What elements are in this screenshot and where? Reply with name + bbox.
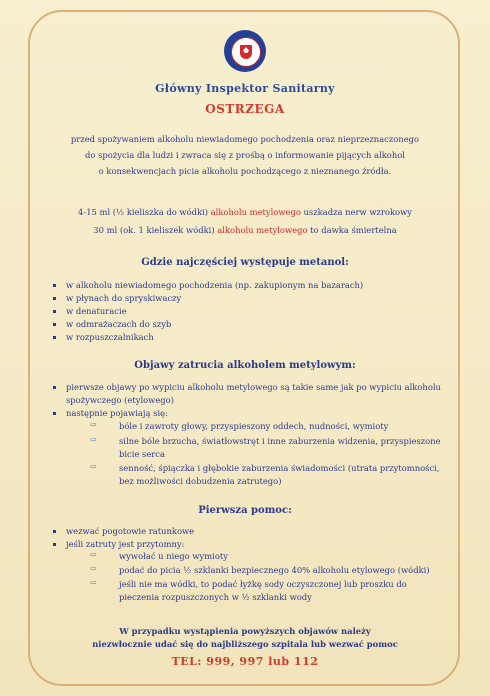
dose-line-1: 4-15 ml (½ kieliszka do wódki) alkoholu metylowego uszkadza nerw wzrokowy — [78, 207, 412, 217]
square-bullet-icon — [53, 336, 56, 339]
dose-highlight: alkoholu metylowego — [217, 225, 308, 235]
intro-line-2: do spożycia dla ludzi i zwraca się z prośbą o informowanie pijących alkohol — [85, 150, 405, 160]
objawy-heading: Objawy zatrucia alkoholem metylowym: — [134, 360, 356, 371]
warning-heading: OSTRZEGA — [205, 102, 285, 116]
arrow-right-icon: ⇨ — [90, 578, 97, 587]
sub-item: podać do picia ½ szklanki bezpiecznego 40% alkoholu etylowego (wódki) — [119, 565, 430, 575]
list-item-continued: spożywczego (etylowego) — [66, 395, 174, 405]
list-item: w płynach do spryskiwaczy — [66, 293, 182, 303]
list-item: w denaturacie — [66, 306, 127, 316]
emergency-phone-numbers: TEL: 999, 997 lub 112 — [171, 655, 319, 668]
square-bullet-icon — [53, 386, 56, 389]
list-item: wezwać pogotowie ratunkowe — [66, 526, 195, 536]
list-item: w rozpuszczalnikach — [66, 332, 154, 342]
sub-item: silne bóle brzucha, światłowstręt i inne zaburzenia widzenia, przyspieszone — [119, 436, 441, 446]
square-bullet-icon — [53, 310, 56, 313]
arrow-right-icon: ⇨ — [90, 420, 97, 429]
list-item: w alkoholu niewiadomego pochodzenia (np. zakupionym na bazarach) — [66, 280, 364, 290]
list-item: następnie pojawiają się: — [66, 408, 168, 418]
sub-item-continued: bez możliwości dobudzenia zatrutego) — [119, 476, 282, 486]
sub-item: jeśli nie ma wódki, to podać łyżkę sody oczyszczonej lub proszku do — [119, 579, 407, 589]
arrow-right-icon: ⇨ — [90, 550, 97, 559]
intro-line-1: przed spożywaniem alkoholu niewiadomego pochodzenia oraz nieprzeznaczonego — [70, 134, 420, 144]
sub-item-continued: bicie serca — [119, 449, 165, 459]
arrow-right-icon: ⇨ — [90, 564, 97, 573]
sub-item: bóle i zawroty głowy, przyspieszony oddech, nudności, wymioty — [119, 421, 389, 431]
list-item: w odmrażaczach do szyb — [66, 319, 172, 329]
pomoc-heading: Pierwsza pomoc: — [198, 505, 292, 516]
square-bullet-icon — [53, 297, 56, 300]
arrow-right-icon: ⇨ — [90, 435, 97, 444]
dose-highlight: alkoholu metylowego — [210, 207, 301, 217]
square-bullet-icon — [53, 543, 56, 546]
authority-title: Główny Inspektor Sanitarny — [155, 82, 335, 95]
dose-line-2: 30 ml (ok. 1 kieliszek wódki) alkoholu metylowego to dawka śmiertelna — [93, 225, 397, 235]
sub-item: senność, śpiączka i głębokie zaburzenia świadomości (utrata przytomności, — [119, 463, 440, 473]
sub-item: wywołać u niego wymioty — [119, 551, 228, 561]
sub-item-continued: pieczenia rozpuszczonych w ½ szklanki wody — [119, 592, 312, 602]
list-item: pierwsze objawy po wypiciu alkoholu metylowego są takie same jak po wypiciu alkoholu — [66, 382, 441, 392]
square-bullet-icon — [53, 323, 56, 326]
footer-line-1: W przypadku wystąpienia powyższych objawów należy — [119, 626, 371, 636]
square-bullet-icon — [53, 412, 56, 415]
sanitary-emblem-icon — [224, 30, 266, 72]
square-bullet-icon — [53, 284, 56, 287]
footer-line-2: niezwłocznie udać się do najbliższego szpitala lub wezwać pomoc — [92, 639, 398, 649]
arrow-right-icon: ⇨ — [90, 462, 97, 471]
square-bullet-icon — [53, 530, 56, 533]
intro-line-3: o konsekwencjach picia alkoholu pochodzącego z nieznanego źródła. — [98, 166, 392, 176]
metanol-heading: Gdzie najczęściej występuje metanol: — [141, 257, 349, 268]
list-item: jeśli zatruty jest przytomny: — [66, 539, 185, 549]
